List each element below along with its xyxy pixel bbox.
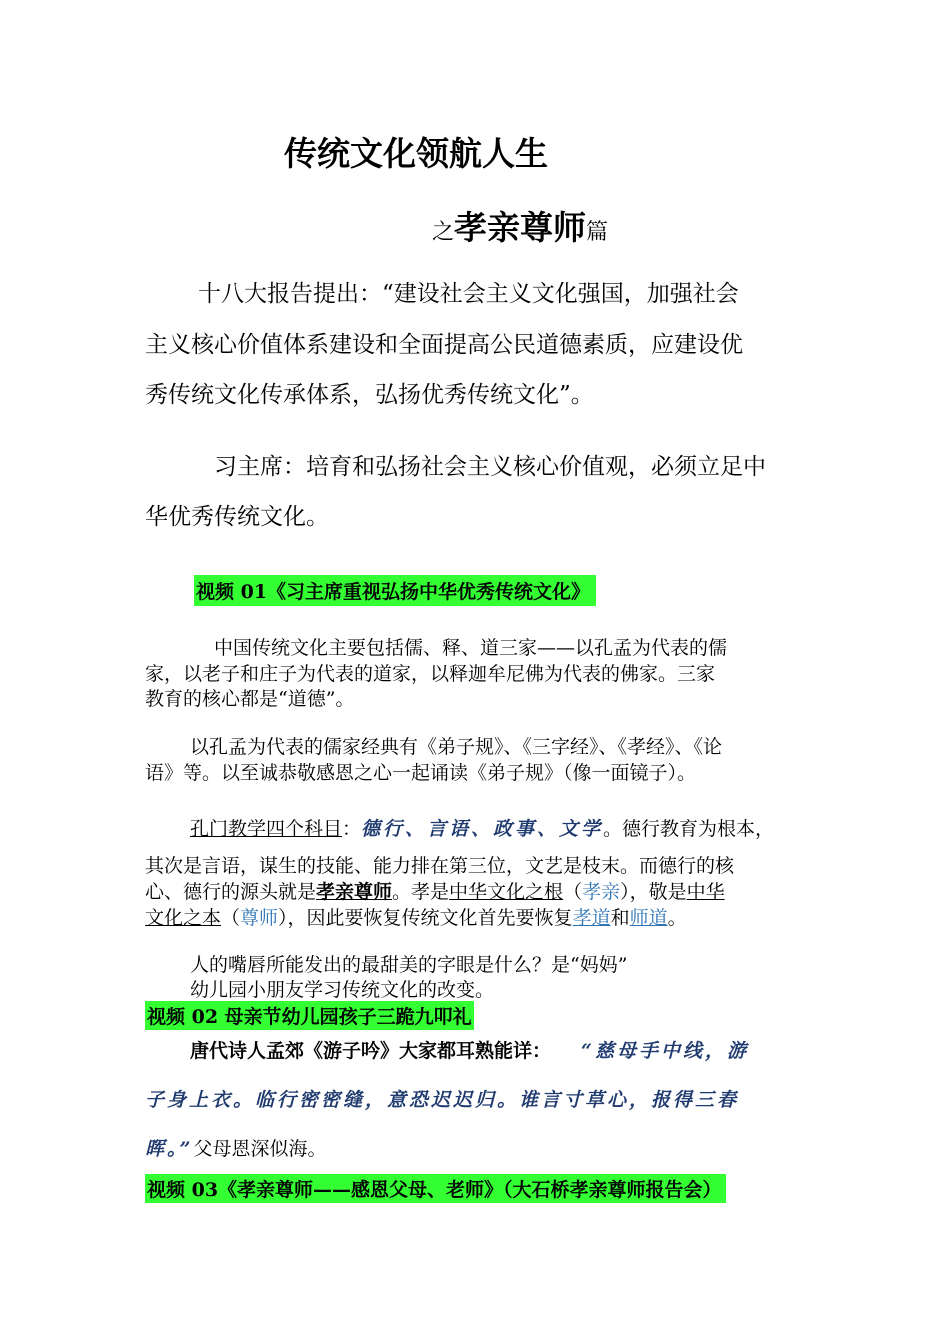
text: ），因此要恢复传统文化首先要恢复 [278, 907, 573, 929]
para1-line2: 主义核心价值体系建设和全面提高公民道德素质，应建设优 [145, 332, 743, 358]
para5-line1 [190, 816, 774, 842]
para1-line1: 十八大报告提出：“建设社会主义文化强国，加强社会 [198, 281, 739, 307]
para6-line1: 人的嘴唇所能发出的最甜美的字眼是什么？是“妈妈” [190, 954, 628, 976]
key-term-xiaoqin-zunshi: 孝亲尊师 [316, 881, 393, 903]
para2-line2: 华优秀传统文化。 [145, 504, 329, 530]
poem-line1: “慈母手中线，游 [581, 1040, 749, 1062]
link-xiaodao[interactable]: 孝道 [572, 907, 611, 929]
para5-line4 [145, 905, 687, 931]
para7-line1 [190, 1038, 749, 1064]
text: ），敬是 [620, 881, 687, 903]
subtitle-suffix: 篇 [586, 220, 609, 245]
para4-line2: 语》等。以至诚恭敬感恩之心一起诵读《弟子规》（像一面镜子）。 [145, 762, 697, 784]
para1-line3: 秀传统文化传承体系，弘扬优秀传统文化”。 [145, 382, 594, 408]
video-01-label: 视频 01《习主席重视弘扬中华优秀传统文化》 [194, 575, 596, 606]
para3-line3: 教育的核心都是“道德”。 [145, 688, 355, 710]
para3-line2: 家，以老子和庄子为代表的道家，以释迦牟尼佛为代表的佛家。三家 [145, 663, 716, 685]
chinese-culture-root: 中华文化之根 [449, 881, 564, 903]
page-title: 传统文化领航人生 [284, 134, 548, 173]
chinese-culture-base-part1: 中华 [686, 881, 725, 903]
para5-line3 [145, 879, 725, 905]
para2-line1: 习主席：培育和弘扬社会主义核心价值观，必须立足中 [214, 454, 766, 480]
text: 心、德行的源头就是 [145, 881, 317, 903]
para5-line1-tail: 。德行教育为根本， [603, 818, 775, 840]
poem-line3: 晖。” [145, 1138, 194, 1160]
para5-line2: 其次是言语，谋生的技能、能力排在第三位，文艺是枝末。而德行的核 [145, 855, 735, 877]
text: （ [563, 881, 583, 903]
teaching-subjects-label: 孔门教学四个科目 [190, 818, 343, 840]
video-03-label: 视频 03《孝亲尊师——感恩父母、老师》（大石桥孝亲尊师报告会） [145, 1174, 726, 1203]
term-zunshi: 尊师 [240, 907, 279, 929]
para3-line1: 中国传统文化主要包括儒、释、道三家——以孔孟为代表的儒 [214, 637, 728, 659]
page-subtitle [432, 202, 608, 249]
subtitle-prefix: 之 [432, 220, 455, 245]
colon: ： [342, 818, 362, 840]
para6-line2: 幼儿园小朋友学习传统文化的改变。 [190, 979, 495, 1001]
term-xiaoqin: 孝亲 [582, 881, 621, 903]
text: 。孝是 [392, 881, 450, 903]
subtitle-main: 孝亲尊师 [454, 208, 587, 247]
video-02-label: 视频 02 母亲节幼儿园孩子三跪九叩礼 [145, 1001, 474, 1030]
text: 和 [610, 907, 630, 929]
text: （ [221, 907, 241, 929]
text: 。 [667, 907, 687, 929]
para4-line1: 以孔孟为代表的儒家经典有《弟子规》、《三字经》、《孝经》、《论 [190, 736, 723, 758]
link-shidao[interactable]: 师道 [629, 907, 668, 929]
four-subjects: 德行、言语、政事、文学 [361, 818, 604, 840]
para7-line3 [145, 1136, 326, 1162]
chinese-culture-base-part2: 文化之本 [145, 907, 222, 929]
poem-line2: 子身上衣。临行密密缝，意恐迟迟归。谁言寸草心，报得三春 [145, 1089, 740, 1111]
poem-tail: 父母恩深似海。 [193, 1138, 327, 1160]
poem-intro: 唐代诗人孟郊《游子吟》大家都耳熟能详： [190, 1040, 552, 1062]
